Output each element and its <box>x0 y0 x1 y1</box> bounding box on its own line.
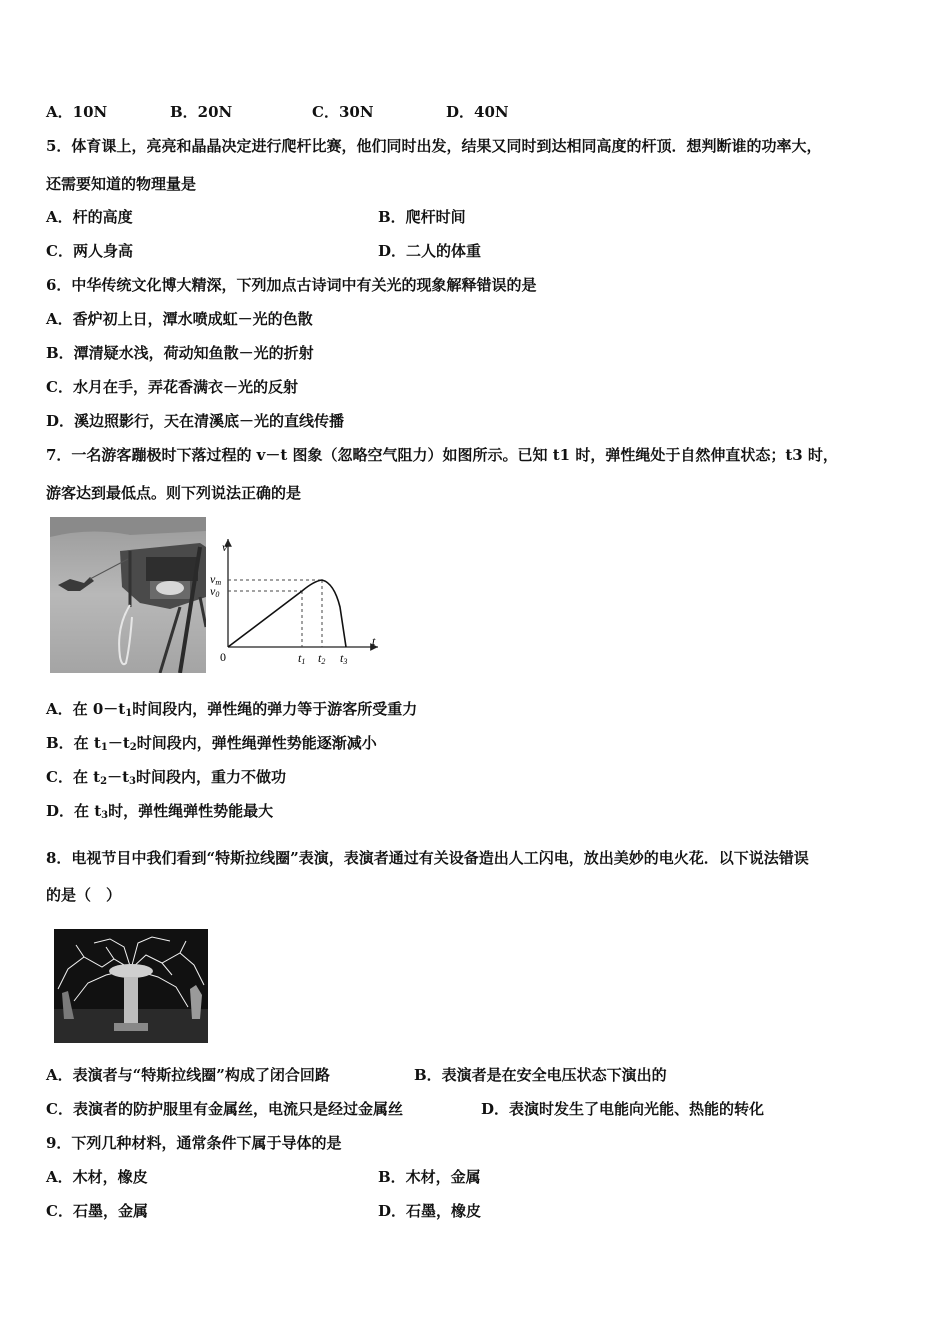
q7-stem-line2: 游客达到最低点。则下列说法正确的是 <box>46 484 302 502</box>
q7-option-d: D．在 $t_3$时，弹性绳弹性势能最大 <box>46 802 274 821</box>
q4-option-c: C．30N <box>312 103 374 121</box>
q7-option-c: C．在 $t_2-t_3$时间段内，重力不做功 <box>46 768 286 787</box>
origin-label: 0 <box>220 650 226 664</box>
q8-option-b: B．表演者是在安全电压状态下演出的 <box>414 1066 667 1084</box>
v0-label: v0 <box>210 584 220 599</box>
bungee-photo <box>50 517 206 673</box>
q7-stem-line1: 7．一名游客蹦极时下落过程的 v－t 图象（忽略空气阻力）如图所示。已知 t1 时，弹性绳处于自然伸直状态；t3 时， <box>46 446 838 464</box>
q9-option-c: C．石墨，金属 <box>46 1202 148 1220</box>
q4-option-a: A．10N <box>46 103 108 121</box>
q9-stem: 9．下列几种材料，通常条件下属于导体的是 <box>46 1134 342 1152</box>
v-t-graph <box>206 535 386 673</box>
q6-option-b: B．潭清疑水浅，荷动知鱼散－光的折射 <box>46 344 314 362</box>
q6-option-d: D．溪边照影行，天在清溪底－光的直线传播 <box>46 412 345 430</box>
q6-option-c: C．水月在手，弄花香满衣－光的反射 <box>46 378 298 396</box>
velocity-curve <box>228 580 346 647</box>
q8-stem-line2: 的是（ ） <box>46 886 122 904</box>
q6-stem: 6．中华传统文化博大精深，下列加点古诗词中有关光的现象解释错误的是 <box>46 276 537 294</box>
q5-option-a: A．杆的高度 <box>46 208 133 226</box>
t1-label: t1 <box>298 651 306 666</box>
q8-option-a: A．表演者与“特斯拉线圈”构成了闭合回路 <box>46 1066 330 1084</box>
tesla-coil-photo <box>54 929 208 1043</box>
q7-option-b: B．在 $t_1-t_2$时间段内，弹性绳弹性势能逐渐减小 <box>46 734 377 753</box>
t3-label: t3 <box>340 651 348 666</box>
q8-option-d: D．表演时发生了电能向光能、热能的转化 <box>481 1100 765 1118</box>
q8-stem-line1: 8．电视节目中我们看到“特斯拉线圈”表演，表演者通过有关设备造出人工闪电，放出美妙的电火花．以下说法错误 <box>46 849 809 867</box>
q5-stem-line2: 还需要知道的物理量是 <box>46 175 197 193</box>
q7-option-a: A．在 $0-t_1$时间段内，弹性绳的弹力等于游客所受重力 <box>46 700 418 719</box>
q4-option-b: B．20N <box>170 103 233 121</box>
y-axis-label: v <box>222 540 228 554</box>
x-axis-label: t <box>372 634 376 648</box>
q9-option-b: B．木材，金属 <box>378 1168 481 1186</box>
t2-label: t2 <box>318 651 326 666</box>
q9-option-a: A．木材，橡皮 <box>46 1168 148 1186</box>
q5-option-d: D．二人的体重 <box>378 242 482 260</box>
q8-option-c: C．表演者的防护服里有金属丝，电流只是经过金属丝 <box>46 1100 403 1118</box>
q6-option-a: A．香炉初上日，潭水喷成虹－光的色散 <box>46 310 313 328</box>
q4-option-d: D．40N <box>446 103 509 121</box>
vm-label: vm <box>210 572 222 587</box>
q5-option-c: C．两人身高 <box>46 242 133 260</box>
q5-stem-line1: 5．体育课上，亮亮和晶晶决定进行爬杆比赛，他们同时出发，结果又同时到达相同高度的杆顶．想判断谁的功率大， <box>46 137 822 155</box>
q9-option-d: D．石墨，橡皮 <box>378 1202 482 1220</box>
q5-option-b: B．爬杆时间 <box>378 208 466 226</box>
